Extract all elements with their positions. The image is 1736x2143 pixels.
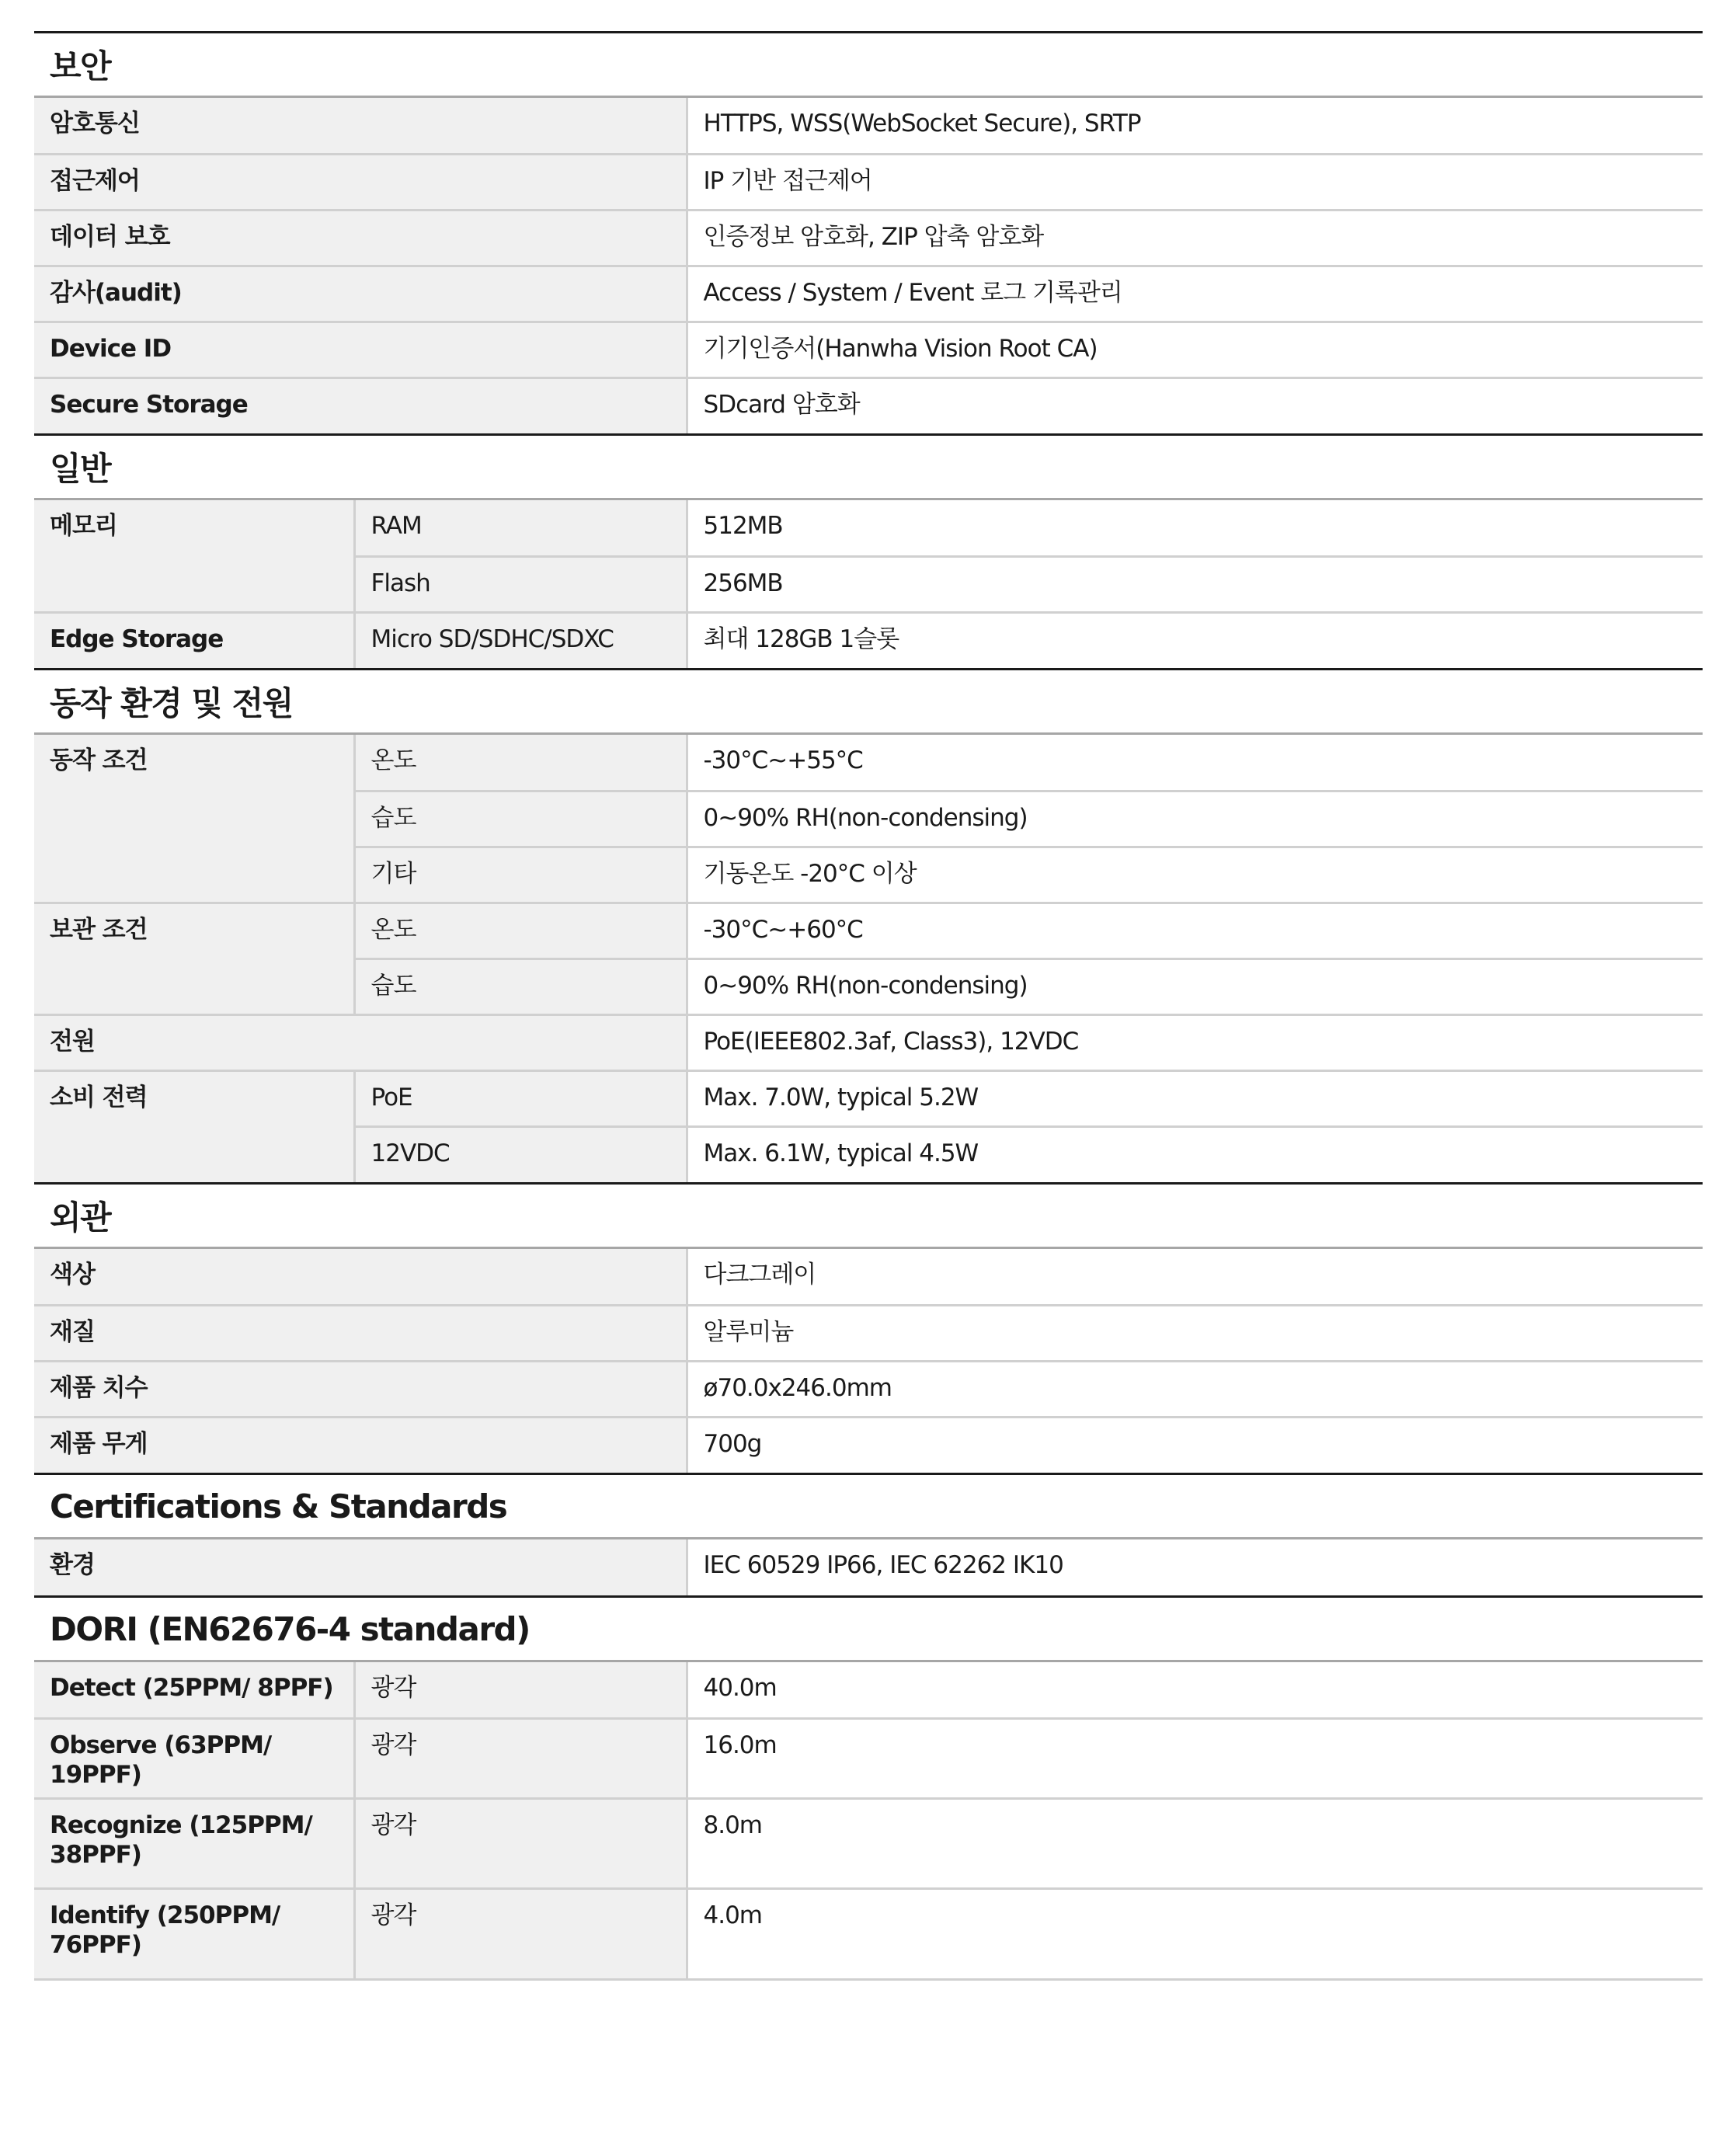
row-value: 최대 128GB 1슬롯 xyxy=(687,612,1703,668)
security-table xyxy=(34,98,1703,433)
table-row xyxy=(34,1361,1703,1417)
row-label: Observe (63PPM/ 19PPF) xyxy=(34,1718,354,1798)
row-value: 512MB xyxy=(687,500,1703,556)
table-row xyxy=(34,210,1703,266)
row-sublabel: 광각 xyxy=(354,1798,687,1888)
table-row xyxy=(34,377,1703,433)
section-title-general: 일반 xyxy=(34,433,1703,500)
row-label: 메모리 xyxy=(34,500,354,612)
row-label: Secure Storage xyxy=(34,377,687,433)
row-value: IEC 60529 IP66, IEC 62262 IK10 xyxy=(687,1539,1703,1595)
table-row xyxy=(34,903,1703,958)
row-value: Max. 6.1W, typical 4.5W xyxy=(687,1126,1703,1182)
row-value: IP 기반 접근제어 xyxy=(687,154,1703,210)
row-sublabel: Micro SD/SDHC/SDXC xyxy=(354,612,687,668)
appearance-table xyxy=(34,1249,1703,1473)
row-value: Max. 7.0W, typical 5.2W xyxy=(687,1070,1703,1126)
row-value: 256MB xyxy=(687,556,1703,612)
section-title-certifications: Certifications & Standards xyxy=(34,1473,1703,1539)
row-value: 16.0m xyxy=(687,1718,1703,1798)
table-bottom-rule xyxy=(34,1978,1703,1981)
row-label: 환경 xyxy=(34,1539,687,1595)
section-title-security: 보안 xyxy=(34,31,1703,98)
row-label: 전원 xyxy=(34,1014,687,1070)
row-label: 데이터 보호 xyxy=(34,210,687,266)
row-label: 암호통신 xyxy=(34,98,687,154)
table-row xyxy=(34,1070,1703,1126)
row-value: 인증정보 암호화, ZIP 압축 암호화 xyxy=(687,210,1703,266)
row-value: 다크그레이 xyxy=(687,1249,1703,1305)
table-row xyxy=(34,1888,1703,1978)
row-label: Detect (25PPM/ 8PPF) xyxy=(34,1662,354,1718)
dori-table xyxy=(34,1662,1703,1978)
row-label: 제품 무게 xyxy=(34,1417,687,1473)
row-value: 0~90% RH(non-condensing) xyxy=(687,958,1703,1014)
row-label: 접근제어 xyxy=(34,154,687,210)
row-sublabel: 12VDC xyxy=(354,1126,687,1182)
section-title-appearance: 외관 xyxy=(34,1182,1703,1249)
row-value: -30°C~+55°C xyxy=(687,735,1703,791)
row-value: HTTPS, WSS(WebSocket Secure), SRTP xyxy=(687,98,1703,154)
table-row xyxy=(34,1249,1703,1305)
row-label: 소비 전력 xyxy=(34,1070,354,1182)
table-row xyxy=(34,322,1703,377)
row-value: PoE(IEEE802.3af, Class3), 12VDC xyxy=(687,1014,1703,1070)
table-row xyxy=(34,735,1703,791)
table-row xyxy=(34,1718,1703,1798)
certifications-table xyxy=(34,1539,1703,1595)
row-value: 알루미늄 xyxy=(687,1305,1703,1361)
table-row xyxy=(34,1014,1703,1070)
row-label: 재질 xyxy=(34,1305,687,1361)
environment-table xyxy=(34,735,1703,1182)
row-value: 8.0m xyxy=(687,1798,1703,1888)
row-value: Access / System / Event 로그 기록관리 xyxy=(687,266,1703,322)
general-table xyxy=(34,500,1703,668)
row-label: Edge Storage xyxy=(34,612,354,668)
section-title-dori: DORI (EN62676-4 standard) xyxy=(34,1595,1703,1662)
row-value: 0~90% RH(non-condensing) xyxy=(687,791,1703,847)
row-sublabel: RAM xyxy=(354,500,687,556)
table-row xyxy=(34,1798,1703,1888)
table-row xyxy=(34,612,1703,668)
row-label: 색상 xyxy=(34,1249,687,1305)
table-row xyxy=(34,500,1703,556)
row-sublabel: 광각 xyxy=(354,1718,687,1798)
row-label: 동작 조건 xyxy=(34,735,354,903)
row-value: 4.0m xyxy=(687,1888,1703,1978)
row-label: 제품 치수 xyxy=(34,1361,687,1417)
row-label: Recognize (125PPM/ 38PPF) xyxy=(34,1798,354,1888)
row-sublabel: 광각 xyxy=(354,1888,687,1978)
table-row xyxy=(34,154,1703,210)
row-value: SDcard 암호화 xyxy=(687,377,1703,433)
table-row xyxy=(34,98,1703,154)
table-row xyxy=(34,1305,1703,1361)
row-sublabel: 기타 xyxy=(354,847,687,903)
row-value: 기동온도 -20°C 이상 xyxy=(687,847,1703,903)
row-sublabel: 온도 xyxy=(354,735,687,791)
row-sublabel: PoE xyxy=(354,1070,687,1126)
row-value: -30°C~+60°C xyxy=(687,903,1703,958)
table-row xyxy=(34,1662,1703,1718)
row-value: 40.0m xyxy=(687,1662,1703,1718)
table-row xyxy=(34,1539,1703,1595)
row-sublabel: Flash xyxy=(354,556,687,612)
row-label: Device ID xyxy=(34,322,687,377)
section-title-environment: 동작 환경 및 전원 xyxy=(34,668,1703,735)
row-label: 보관 조건 xyxy=(34,903,354,1014)
row-value: 기기인증서(Hanwha Vision Root CA) xyxy=(687,322,1703,377)
row-label: Identify (250PPM/ 76PPF) xyxy=(34,1888,354,1978)
row-value: 700g xyxy=(687,1417,1703,1473)
table-row xyxy=(34,1417,1703,1473)
row-sublabel: 온도 xyxy=(354,903,687,958)
row-value: ø70.0x246.0mm xyxy=(687,1361,1703,1417)
spec-sheet xyxy=(34,31,1703,1981)
row-sublabel: 습도 xyxy=(354,958,687,1014)
row-label: 감사(audit) xyxy=(34,266,687,322)
row-sublabel: 습도 xyxy=(354,791,687,847)
table-row xyxy=(34,266,1703,322)
row-sublabel: 광각 xyxy=(354,1662,687,1718)
